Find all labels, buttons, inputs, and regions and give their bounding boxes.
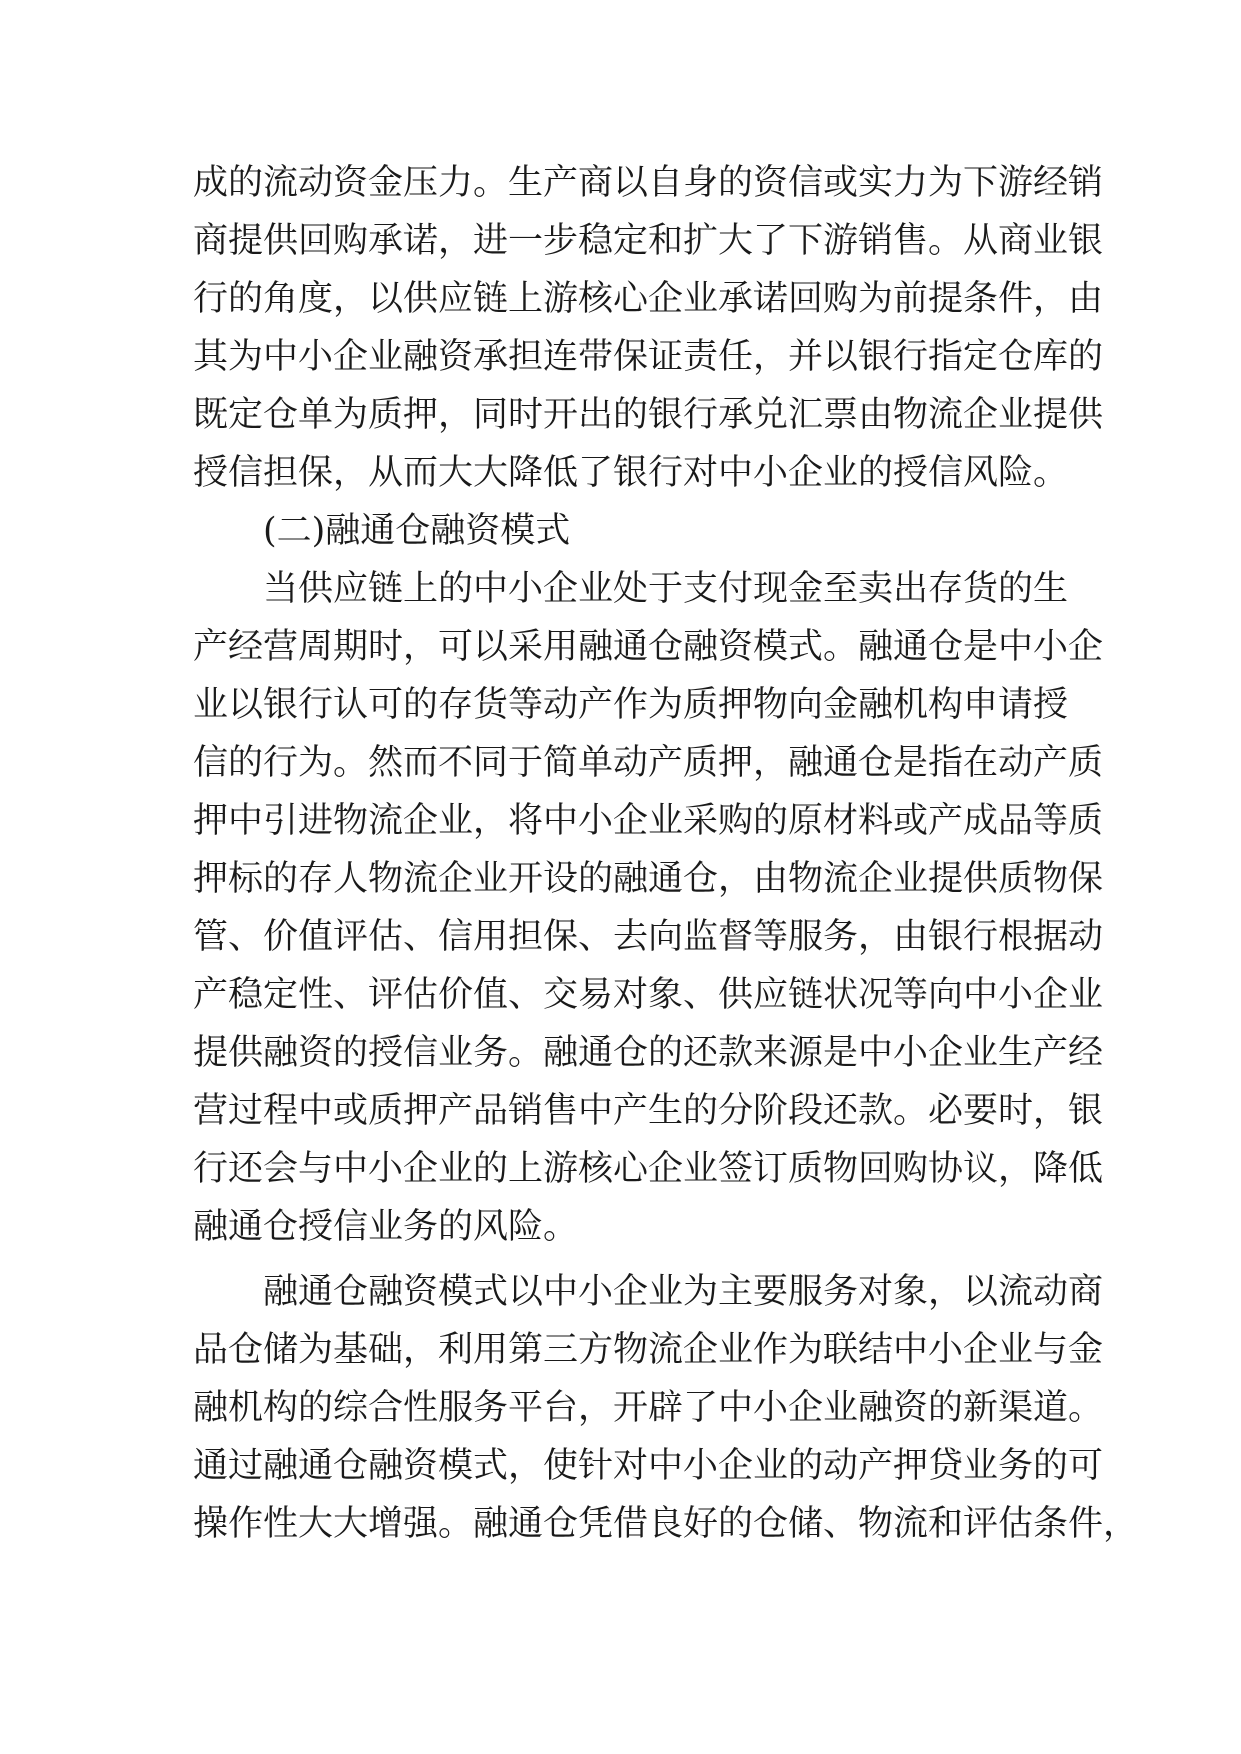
section-heading-text: (二)融通仓融资模式 xyxy=(263,511,571,551)
document-body xyxy=(193,154,1139,1553)
text-line: 产稳定性、评估价值、交易对象、供应链状况等向中小企业 xyxy=(193,975,1104,1015)
text-line: 营过程中或质押产品销售中产生的分阶段还款。必要时，银 xyxy=(193,1091,1104,1131)
text-line: 融通仓授信业务的风险。 xyxy=(193,1207,579,1247)
text-line: 产经营周期时，可以采用融通仓融资模式。融通仓是中小企 xyxy=(193,627,1104,667)
text-line: 成的流动资金压力。生产商以自身的资信或实力为下游经销 xyxy=(193,163,1104,203)
text-line: 管、价值评估、信用担保、去向监督等服务，由银行根据动 xyxy=(193,917,1104,957)
text-line: 信的行为。然而不同于简单动产质押，融通仓是指在动产质 xyxy=(193,743,1104,783)
text-line: 行的角度，以供应链上游核心企业承诺回购为前提条件，由 xyxy=(193,279,1104,319)
paragraph-gap xyxy=(193,1256,1053,1263)
text-line: 押标的存人物流企业开设的融通仓，由物流企业提供质物保 xyxy=(193,859,1104,899)
text-line: 融机构的综合性服务平台，开辟了中小企业融资的新渠道。 xyxy=(193,1388,1104,1428)
text-line: 品仓储为基础，利用第三方物流企业作为联结中小企业与金 xyxy=(193,1330,1104,1370)
text-line: 其为中小企业融资承担连带保证责任，并以银行指定仓库的 xyxy=(193,337,1104,377)
text-line: 当供应链上的中小企业处于支付现金至卖出存货的生 xyxy=(263,569,1069,609)
text-line: 行还会与中小企业的上游核心企业签订质物回购协议，降低 xyxy=(193,1149,1104,1189)
paragraph-1 xyxy=(193,154,1104,502)
text-line: 操作性大大增强。融通仓凭借良好的仓储、物流和评估条件， xyxy=(193,1504,1139,1544)
section-heading xyxy=(193,502,1053,560)
text-line: 授信担保，从而大大降低了银行对中小企业的授信风险。 xyxy=(193,453,1069,493)
paragraph-3 xyxy=(193,1263,1139,1553)
paragraph-2 xyxy=(193,560,1104,1256)
text-line: 通过融通仓融资模式，使针对中小企业的动产押贷业务的可 xyxy=(193,1446,1104,1486)
text-line: 业以银行认可的存货等动产作为质押物向金融机构申请授 xyxy=(193,685,1069,725)
text-line: 融通仓融资模式以中小企业为主要服务对象，以流动商 xyxy=(263,1272,1104,1312)
text-line: 既定仓单为质押，同时开出的银行承兑汇票由物流企业提供 xyxy=(193,395,1104,435)
text-line: 提供融资的授信业务。融通仓的还款来源是中小企业生产经 xyxy=(193,1033,1104,1073)
text-line: 押中引进物流企业，将中小企业采购的原材料或产成品等质 xyxy=(193,801,1104,841)
text-line: 商提供回购承诺，进一步稳定和扩大了下游销售。从商业银 xyxy=(193,221,1104,261)
